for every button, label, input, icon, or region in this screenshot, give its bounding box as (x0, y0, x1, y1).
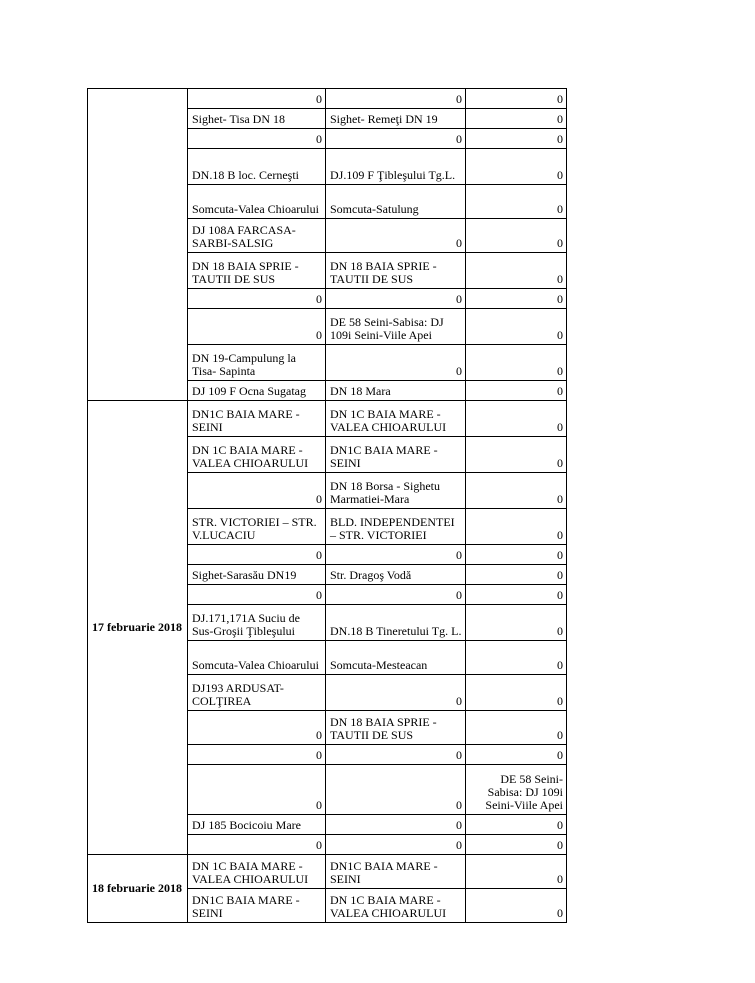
table-cell: 0 (466, 711, 567, 745)
table-cell: DN1C BAIA MARE - SEINI (188, 401, 326, 437)
table-cell: 0 (466, 381, 567, 401)
date-cell: 18 februarie 2018 (88, 855, 188, 923)
table-cell: DN1C BAIA MARE - SEINI (188, 889, 326, 923)
table-cell: 0 (466, 675, 567, 711)
table-cell: 0 (188, 765, 326, 815)
table-cell: 0 (188, 711, 326, 745)
table-cell: 0 (466, 641, 567, 675)
table-cell: 0 (188, 545, 326, 565)
table-cell: DN1C BAIA MARE - SEINI (326, 855, 466, 889)
table-cell: Somcuta-Valea Chioarului (188, 185, 326, 219)
table-cell: 0 (466, 545, 567, 565)
table-cell: DE 58 Seini-Sabisa: DJ 109i Seini-Viile Apei (466, 765, 567, 815)
table-cell: 0 (188, 473, 326, 509)
date-cell (88, 89, 188, 401)
table-cell: 0 (466, 835, 567, 855)
table-cell: 0 (326, 345, 466, 381)
table-cell: DN 18 BAIA SPRIE - TAUTII DE SUS (326, 711, 466, 745)
table-cell: 0 (188, 745, 326, 765)
table-row (88, 855, 567, 889)
table-cell: 0 (466, 509, 567, 545)
table-cell: DJ 108A FARCASA-SARBI-SALSIG (188, 219, 326, 253)
table-cell: DE 58 Seini-Sabisa: DJ 109i Seini-Viile Apei (326, 309, 466, 345)
table-cell: DN 1C BAIA MARE - VALEA CHIOARULUI (326, 889, 466, 923)
table-cell: 0 (326, 675, 466, 711)
table-cell: 0 (466, 89, 567, 109)
table-cell: Somcuta-Mesteacan (326, 641, 466, 675)
table-cell: Sighet- Remeţi DN 19 (326, 109, 466, 129)
table-cell: 0 (326, 815, 466, 835)
table-cell: 0 (466, 815, 567, 835)
table-cell: 0 (466, 129, 567, 149)
table-cell: DN.18 B loc. Cerneşti (188, 149, 326, 185)
table-cell: DN 1C BAIA MARE - VALEA CHIOARULUI (188, 437, 326, 473)
table-cell: 0 (466, 855, 567, 889)
table-cell: 0 (466, 585, 567, 605)
table-cell: DJ 109 F Ocna Sugatag (188, 381, 326, 401)
table-cell: DN1C BAIA MARE - SEINI (326, 437, 466, 473)
table-cell: 0 (466, 253, 567, 289)
table-cell: 0 (466, 745, 567, 765)
table-cell: 0 (466, 289, 567, 309)
table-cell: DJ 185 Bocicoiu Mare (188, 815, 326, 835)
table-cell: Somcuta-Satulung (326, 185, 466, 219)
table-cell: Sighet- Tisa DN 18 (188, 109, 326, 129)
table-cell: DN.18 B Tineretului Tg. L. (326, 605, 466, 641)
date-cell: 17 februarie 2018 (88, 401, 188, 855)
table-cell: 0 (466, 401, 567, 437)
table-cell: 0 (188, 129, 326, 149)
table-cell: DN 18 Borsa - Sighetu Marmatiei-Mara (326, 473, 466, 509)
table-cell: DN 18 BAIA SPRIE - TAUTII DE SUS (188, 253, 326, 289)
table-cell: STR. VICTORIEI – STR. V.LUCACIU (188, 509, 326, 545)
table-cell: 0 (326, 129, 466, 149)
table-cell: 0 (326, 545, 466, 565)
table-cell: 0 (326, 835, 466, 855)
table-cell: 0 (466, 565, 567, 585)
table-cell: DJ193 ARDUSAT-COLŢIREA (188, 675, 326, 711)
table-cell: 0 (188, 585, 326, 605)
table-cell: 0 (326, 219, 466, 253)
table-cell: Somcuta-Valea Chioarului (188, 641, 326, 675)
table-cell: BLD. INDEPENDENTEI – STR. VICTORIEI (326, 509, 466, 545)
table-cell: 0 (466, 109, 567, 129)
table-cell: DN 18 Mara (326, 381, 466, 401)
table-cell: 0 (326, 289, 466, 309)
table-cell: 0 (326, 765, 466, 815)
table-cell: DN 1C BAIA MARE - VALEA CHIOARULUI (188, 855, 326, 889)
table-cell: 0 (326, 585, 466, 605)
table-cell: 0 (326, 745, 466, 765)
table-cell: 0 (466, 605, 567, 641)
table-cell: DJ.109 F Ţibleşului Tg.L. (326, 149, 466, 185)
table-cell: 0 (188, 289, 326, 309)
table-cell: DN 18 BAIA SPRIE - TAUTII DE SUS (326, 253, 466, 289)
table-row (88, 401, 567, 437)
table-cell: 0 (188, 309, 326, 345)
table-cell: Sighet-Sarasău DN19 (188, 565, 326, 585)
table-cell: DN 1C BAIA MARE - VALEA CHIOARULUI (326, 401, 466, 437)
table-cell: 0 (466, 219, 567, 253)
table-cell: 0 (466, 437, 567, 473)
table-cell: 0 (188, 835, 326, 855)
table-cell: 0 (466, 473, 567, 509)
table-row (88, 89, 567, 109)
table-cell: 0 (466, 185, 567, 219)
table-cell: 0 (188, 89, 326, 109)
table-cell: Str. Dragoş Vodă (326, 565, 466, 585)
table-cell: 0 (466, 149, 567, 185)
schedule-table-body (88, 89, 567, 923)
table-cell: 0 (326, 89, 466, 109)
table-cell: 0 (466, 889, 567, 923)
table-cell: 0 (466, 345, 567, 381)
schedule-table (87, 88, 567, 923)
table-cell: 0 (466, 309, 567, 345)
table-cell: DN 19-Campulung la Tisa- Sapinta (188, 345, 326, 381)
table-cell: DJ.171,171A Suciu de Sus-Groşii Ţibleşului (188, 605, 326, 641)
